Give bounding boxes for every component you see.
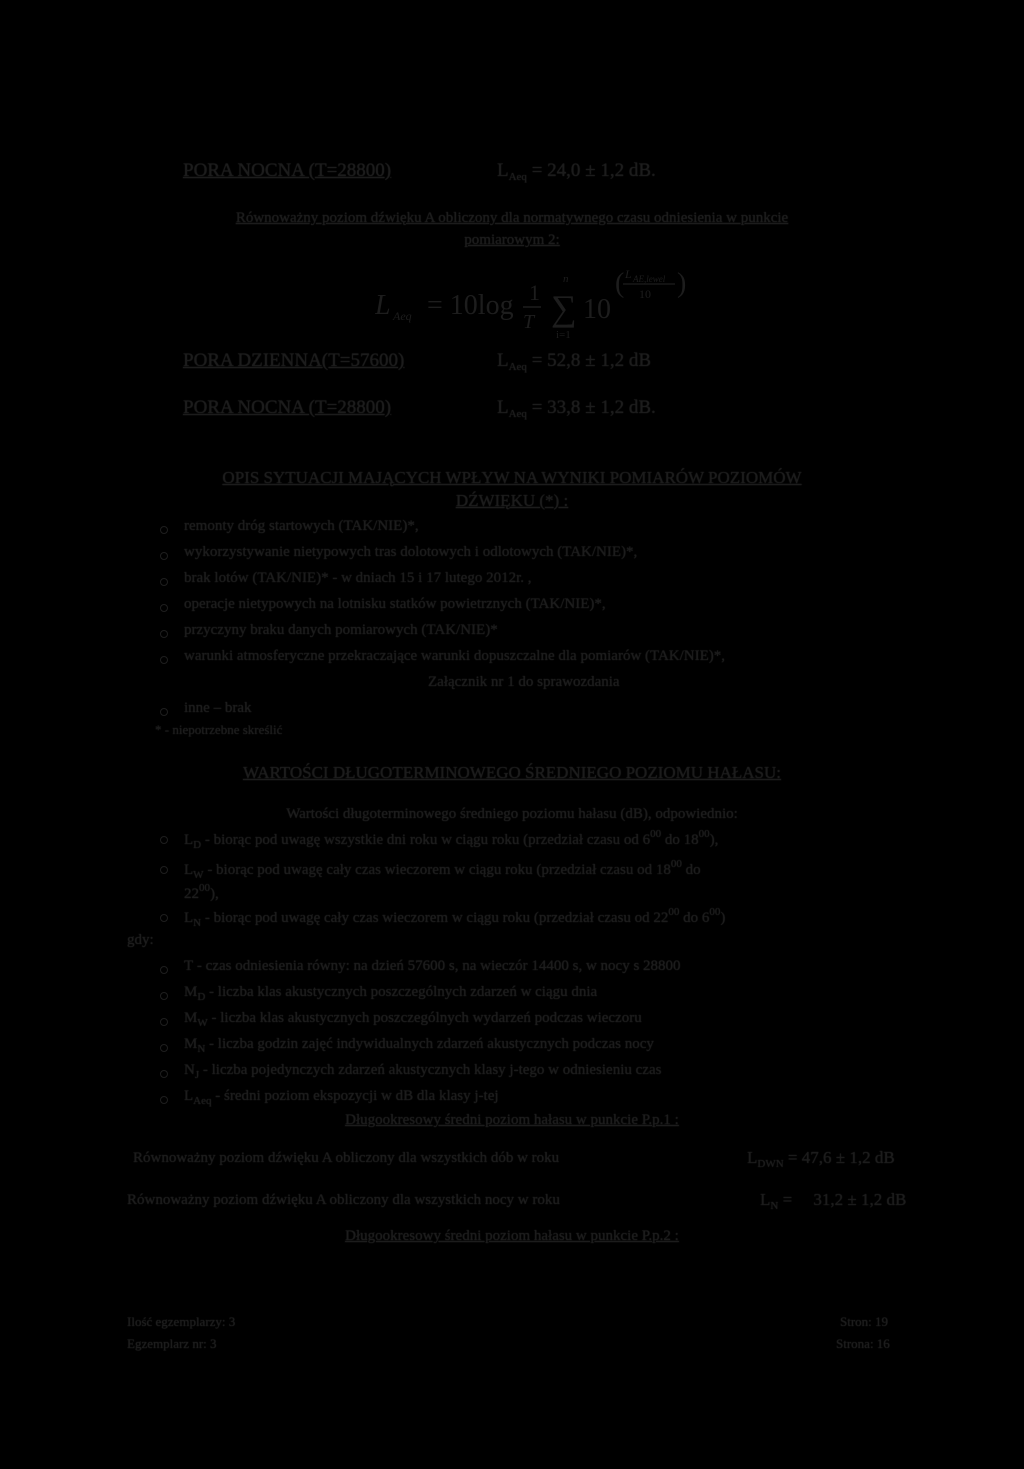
bullet-icon xyxy=(160,1096,168,1104)
formula-exp-num-sub: AE,lewel xyxy=(633,274,666,284)
eq-night-value: $L_N$ = 31,2 ± 1,2 dB xyxy=(760,1190,907,1212)
attachment-note: Załącznik nr 1 do sprawozdania xyxy=(428,674,620,690)
list-item: warunki atmosferyczne przekraczające warunki dopuszczalne dla pomiarów (TAK/NIE)*, xyxy=(184,648,726,664)
list-item: brak lotów (TAK/NIE)* - w dniach 15 i 17 lutego 2012r. , xyxy=(184,570,532,586)
page-count: Stron: 19 xyxy=(840,1314,889,1329)
bullet-icon xyxy=(160,578,168,586)
formula-frac-den: T xyxy=(523,311,535,333)
list-item: operacje nietypowych na lotnisku statków powietrznych (TAK/NIE)*, xyxy=(184,596,606,612)
def-item: $L_{Aeq}$ - średni poziom ekspozycji w dB dla klasy j-tej xyxy=(184,1088,499,1107)
bullet-icon xyxy=(160,552,168,560)
day-value: $L_{Aeq} = 52,8 \pm 1,2$ dB xyxy=(497,350,652,373)
formula-lhs-sub: Aeq xyxy=(393,309,412,323)
section2-title-line1: OPIS SYTUACJI MAJĄCYCH WPŁYW NA WYNIKI POMIARÓW POZIOMÓW xyxy=(222,468,802,487)
when-label: gdy: xyxy=(127,932,154,948)
day-label: PORA DZIENNA(T=57600) xyxy=(183,350,405,371)
copy-number: Egzemplarz nr: 3 xyxy=(127,1336,217,1351)
def-item: $M_N$ - liczba godzin zajęć indywidualnych zdarzeń akustycznych podczas nocy xyxy=(184,1036,654,1055)
subtitle-point1: Długookresowy średni poziom hałasu w punkcie P.p.1 : xyxy=(345,1112,679,1128)
bullet-icon xyxy=(160,836,168,844)
formula-frac-num: 1 xyxy=(529,280,540,305)
bullet-icon xyxy=(160,656,168,664)
def-item: $N_J$ - liczba pojedynczych zdarzeń akustycznych klasy j-tego w odniesieniu czas xyxy=(184,1062,662,1081)
bullet-icon xyxy=(160,1018,168,1026)
bullet-icon xyxy=(160,914,168,922)
bullet-icon xyxy=(160,708,168,716)
formula-paren-right: ) xyxy=(677,268,687,299)
section2-title-line2: DŹWIĘKU (*) : xyxy=(455,491,569,510)
formula-exp-num: L xyxy=(625,267,632,281)
formula-sum-symbol: ∑ xyxy=(551,288,577,328)
ln-definition: $L_N$ - biorąc pod uwagę cały czas wieczorem w ciągu roku (przedział czasu od $22^{00}$ do $6^{00}$) xyxy=(184,906,726,929)
copies-count: Ilość egzemplarzy: 3 xyxy=(127,1314,236,1329)
formula-base: 10 xyxy=(583,294,611,325)
bullet-icon xyxy=(160,604,168,612)
lw-definition: $L_W$ - biorąc pod uwagę cały czas wieczorem w ciągu roku (przedział czasu od $18^{00}$ do xyxy=(184,858,701,881)
section1-intro-line2: pomiarowym 2: xyxy=(464,232,560,248)
def-item: T - czas odniesienia równy: na dzień 57600 s, na wieczór 14400 s, w nocy s 28800 xyxy=(184,958,681,974)
bullet-icon xyxy=(160,1070,168,1078)
night-value: $L_{Aeq} = 33,8 \pm 1,2$ dB. xyxy=(497,397,656,420)
section1-intro-line1: Równoważny poziom dźwięku A obliczony dla normatywnego czasu odniesienia w punkcie xyxy=(235,210,789,226)
list-item-other: inne – brak xyxy=(184,700,252,716)
formula-eq: = 10log xyxy=(427,290,514,321)
formula-paren-left: ( xyxy=(615,268,625,299)
list-item: wykorzystywanie nietypowych tras dolotowych i odlotowych (TAK/NIE)*, xyxy=(184,544,638,560)
page-number: Strona: 16 xyxy=(836,1336,890,1351)
bullet-icon xyxy=(160,992,168,1000)
ld-definition: $L_D$ - biorąc pod uwagę wszystkie dni roku w ciągu roku (przedział czasu od $6^{00}$ do $18^{00}$), xyxy=(184,828,719,851)
formula-exp-den: 10 xyxy=(639,287,651,301)
night-label-top: PORA NOCNA (T=28800) xyxy=(183,160,392,181)
night-label: PORA NOCNA (T=28800) xyxy=(183,397,392,418)
bullet-icon xyxy=(160,526,168,534)
leq-formula xyxy=(375,262,715,342)
eq-day-value: $L_{DWN} = 47,6 \pm 1,2$ dB xyxy=(747,1148,895,1170)
subtitle-point2: Długookresowy średni poziom hałasu w punkcie P.p.2 : xyxy=(345,1228,679,1244)
list-item: przyczyny braku danych pomiarowych (TAK/NIE)* xyxy=(184,622,498,638)
footnote: * - niepotrzebne skreślić xyxy=(155,722,283,737)
lw-definition-cont: $22^{00}$), xyxy=(184,882,219,902)
formula-lhs: L xyxy=(375,290,391,321)
def-item: $M_D$ - liczba klas akustycznych poszczególnych zdarzeń w ciągu dnia xyxy=(184,984,598,1003)
bullet-icon xyxy=(160,1044,168,1052)
def-item: $M_W$ - liczba klas akustycznych poszczególnych wydarzeń podczas wieczoru xyxy=(184,1010,642,1029)
section3-title: WARTOŚCI DŁUGOTERMINOWEGO ŚREDNIEGO POZIOMU HAŁASU: xyxy=(243,763,781,782)
eq-night-text: Równoważny poziom dźwięku A obliczony dla wszystkich nocy w roku xyxy=(127,1192,560,1208)
bullet-icon xyxy=(160,630,168,638)
bullet-icon xyxy=(160,866,168,874)
list-item: remonty dróg startowych (TAK/NIE)*, xyxy=(184,518,419,534)
formula-sum-top: n xyxy=(563,273,569,285)
formula-sum-bot: i=1 xyxy=(556,329,571,341)
bullet-icon xyxy=(160,966,168,974)
section3-intro: Wartości długoterminowego średniego poziomu hałasu (dB), odpowiednio: xyxy=(286,806,738,822)
night-value-top: $L_{Aeq} = 24,0 \pm 1,2$ dB. xyxy=(497,160,656,183)
eq-day-text: Równoważny poziom dźwięku A obliczony dla wszystkich dób w roku xyxy=(133,1150,560,1166)
